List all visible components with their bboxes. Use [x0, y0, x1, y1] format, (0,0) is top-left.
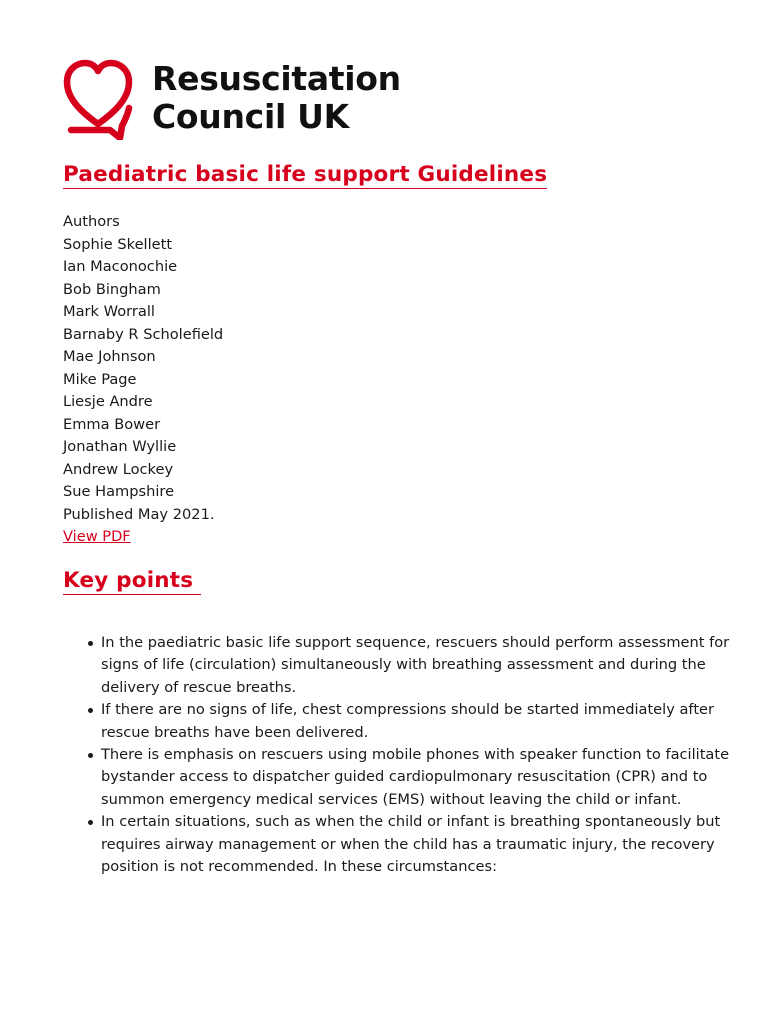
authors-label: Authors	[63, 213, 120, 230]
author-name: Bob Bingham	[63, 280, 161, 298]
list-item: There is emphasis on rescuers using mobile phones with speaker function to facilitate bystander access to dispatcher guided cardiopulmonary resuscitation (CPR) and to summon emergency medical services (EMS) without leaving the child or infant.	[101, 744, 741, 811]
author-name: Mark Worrall	[63, 303, 155, 320]
author-name: Mae Johnson	[63, 348, 156, 365]
authors-block	[63, 211, 223, 549]
logo-line-2: Council UK	[152, 97, 349, 136]
author-name: Ian Maconochie	[63, 258, 178, 275]
page-title: Paediatric basic life support Guidelines	[63, 162, 548, 187]
author-name: Andrew Lockey	[63, 460, 174, 478]
published-date: Published May 2021.	[63, 505, 215, 523]
author-name: Mike Page	[63, 370, 137, 388]
list-item: If there are no signs of life, chest compressions should be started immediately after rescue breaths have been delivered.	[101, 699, 741, 744]
list-item: In the paediatric basic life support sequence, rescuers should perform assessment for signs of life (circulation) simultaneously with breathing assessment and during the delivery of rescue breaths.	[101, 632, 741, 699]
author-name: Sophie Skellett	[63, 235, 173, 253]
key-points-list	[83, 632, 741, 878]
author-name: Jonathan Wyllie	[63, 438, 177, 455]
logo-wordmark	[152, 60, 401, 136]
author-name: Emma Bower	[63, 415, 161, 433]
heart-speech-bubble-icon	[62, 58, 134, 140]
logo-line-1: Resuscitation	[152, 59, 401, 98]
author-name: Barnaby R Scholefield	[63, 325, 224, 343]
author-name: Liesje Andre	[63, 393, 153, 410]
key-points-heading: Key points	[63, 568, 201, 593]
logo	[62, 58, 401, 140]
author-name: Sue Hampshire	[63, 483, 175, 500]
list-item: In certain situations, such as when the child or infant is breathing spontaneously but requires airway management or when the child has a traumatic injury, the recovery position is not recommended. In these circumstances:	[101, 811, 741, 878]
view-pdf-link[interactable]: View PDF	[63, 528, 131, 545]
